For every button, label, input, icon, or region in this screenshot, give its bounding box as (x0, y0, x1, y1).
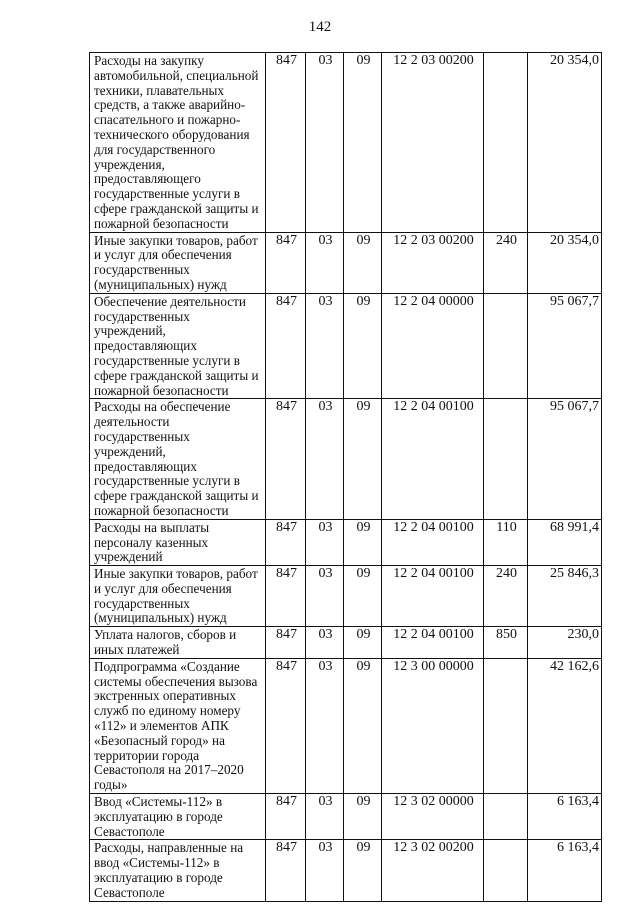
ministry-code: 847 (266, 840, 306, 901)
section-code: 03 (306, 293, 344, 399)
section-code: 03 (306, 658, 344, 793)
amount: 42 162,6 (528, 658, 602, 793)
amount: 68 991,4 (528, 519, 602, 565)
table-row (90, 658, 602, 793)
target-article-code: 12 3 00 00000 (382, 658, 484, 793)
section-code: 03 (306, 399, 344, 519)
section-code: 03 (306, 840, 344, 901)
page-number: 142 (308, 19, 332, 35)
target-article-code: 12 2 03 00200 (382, 232, 484, 293)
expense-type-code (484, 53, 528, 233)
table-row (90, 293, 602, 399)
subsection-code: 09 (344, 658, 382, 793)
amount: 6 163,4 (528, 794, 602, 840)
amount: 230,0 (528, 627, 602, 659)
expense-type-code (484, 840, 528, 901)
target-article-code: 12 2 03 00200 (382, 53, 484, 233)
expense-type-code: 240 (484, 566, 528, 627)
section-code: 03 (306, 627, 344, 659)
table-row (90, 627, 602, 659)
amount: 6 163,4 (528, 840, 602, 901)
row-description: Расходы на закупку автомобильной, специальной техники, плавательных средств, а также аварийно- спасательного и пожарно- технического оборудования для государственного учреждения, предоставляющего государственные услуги в сфере гражданской защиты и пожарной безопасности (90, 53, 266, 233)
amount: 20 354,0 (528, 232, 602, 293)
subsection-code: 09 (344, 293, 382, 399)
expense-type-code (484, 658, 528, 793)
section-code: 03 (306, 519, 344, 565)
row-description: Расходы на выплаты персоналу казенных учреждений (90, 519, 266, 565)
expense-type-code (484, 794, 528, 840)
budget-table-body (90, 53, 602, 902)
expense-type-code (484, 293, 528, 399)
expense-type-code (484, 399, 528, 519)
row-description: Расходы на обеспечение деятельности государственных учреждений, предоставляющих государственные услуги в сфере гражданской защиты и пожарной безопасности (90, 399, 266, 519)
subsection-code: 09 (344, 840, 382, 901)
ministry-code: 847 (266, 566, 306, 627)
table-row (90, 519, 602, 565)
ministry-code: 847 (266, 399, 306, 519)
subsection-code: 09 (344, 53, 382, 233)
budget-table (89, 52, 602, 902)
row-description: Иные закупки товаров, работ и услуг для обеспечения государственных (муниципальных) нужд (90, 232, 266, 293)
table-row (90, 566, 602, 627)
row-description: Иные закупки товаров, работ и услуг для обеспечения государственных (муниципальных) нужд (90, 566, 266, 627)
row-description: Ввод «Системы-112» в эксплуатацию в городе Севастополе (90, 794, 266, 840)
amount: 20 354,0 (528, 53, 602, 233)
row-description: Уплата налогов, сборов и иных платежей (90, 627, 266, 659)
ministry-code: 847 (266, 53, 306, 233)
target-article-code: 12 2 04 00100 (382, 399, 484, 519)
amount: 95 067,7 (528, 293, 602, 399)
subsection-code: 09 (344, 627, 382, 659)
ministry-code: 847 (266, 293, 306, 399)
subsection-code: 09 (344, 519, 382, 565)
section-code: 03 (306, 566, 344, 627)
section-code: 03 (306, 232, 344, 293)
expense-type-code: 850 (484, 627, 528, 659)
ministry-code: 847 (266, 232, 306, 293)
table-row (90, 232, 602, 293)
amount: 25 846,3 (528, 566, 602, 627)
target-article-code: 12 3 02 00000 (382, 794, 484, 840)
ministry-code: 847 (266, 658, 306, 793)
target-article-code: 12 2 04 00100 (382, 519, 484, 565)
target-article-code: 12 3 02 00200 (382, 840, 484, 901)
table-row (90, 53, 602, 233)
ministry-code: 847 (266, 794, 306, 840)
expense-type-code: 110 (484, 519, 528, 565)
subsection-code: 09 (344, 399, 382, 519)
subsection-code: 09 (344, 232, 382, 293)
row-description: Подпрограмма «Создание системы обеспечения вызова экстренных оперативных служб по единому номеру «112» и элементов АПК «Безопасный город» на территории города Севастополя на 2017–2020 годы» (90, 658, 266, 793)
row-description: Обеспечение деятельности государственных учреждений, предоставляющих государственные услуги в сфере гражданской защиты и пожарной безопасности (90, 293, 266, 399)
target-article-code: 12 2 04 00100 (382, 627, 484, 659)
amount: 95 067,7 (528, 399, 602, 519)
section-code: 03 (306, 794, 344, 840)
expense-type-code: 240 (484, 232, 528, 293)
table-row (90, 399, 602, 519)
subsection-code: 09 (344, 566, 382, 627)
ministry-code: 847 (266, 627, 306, 659)
subsection-code: 09 (344, 794, 382, 840)
row-description: Расходы, направленные на ввод «Системы-112» в эксплуатацию в городе Севастополе (90, 840, 266, 901)
target-article-code: 12 2 04 00000 (382, 293, 484, 399)
section-code: 03 (306, 53, 344, 233)
table-row (90, 794, 602, 840)
table-row (90, 840, 602, 901)
target-article-code: 12 2 04 00100 (382, 566, 484, 627)
ministry-code: 847 (266, 519, 306, 565)
